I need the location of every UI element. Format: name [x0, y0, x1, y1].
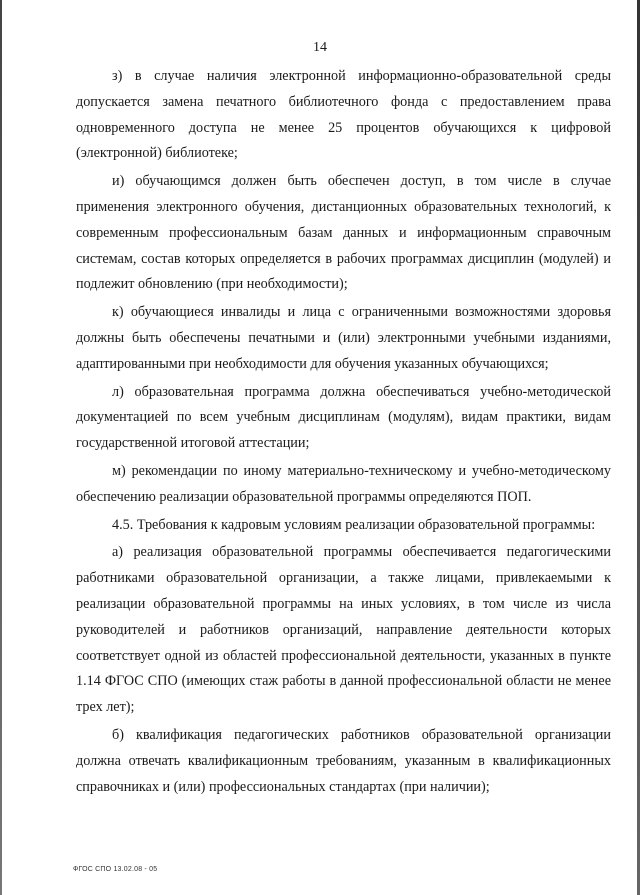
paragraph-k: к) обучающиеся инвалиды и лица с ограниченными возможностями здоровья должны быть обеспечены печатными и (или) электронными учебными изданиями, адаптированными при необходимости для обучения указанных обучающихся; [76, 304, 611, 372]
document-body [76, 64, 611, 800]
paragraph-m: м) рекомендации по иному материально-техническому и учебно-методическому обеспечению реализации образовательной программы определяются ПОП. [76, 462, 611, 505]
paragraph-b: б) квалификация педагогических работников образовательной организации должна отвечать квалификационным требованиям, указанным в квалификационных справочниках и (или) профессиональных стандартах (при наличии); [76, 726, 611, 795]
paragraph-i: и) обучающимся должен быть обеспечен доступ, в том числе в случае применения электронного обучения, дистанционных образовательных технологий, к современным профессиональным базам данных и информационным справочным системам, состав которых определяется в рабочих программах дисциплин (модулей) и подлежит обновлению (при необходимости); [76, 173, 611, 293]
page-number: 14 [313, 40, 327, 55]
paragraph-l: л) образовательная программа должна обеспечиваться учебно-методической документацией по всем учебным дисциплинам (модулям), видам практики, видам государственной итоговой аттестации; [76, 383, 611, 452]
paragraph-a: а) реализация образовательной программы обеспечивается педагогическими работниками образовательной организации, а также лицами, привлекаемыми к реализации образовательной программы на иных условиях, в том числе из числа руководителей и работников организаций, направление деятельности которых соответствует одной из областей профессиональной деятельности, указанных в пункте 1.14 ФГОС СПО (имеющих стаж работы в данной профессиональной области не менее трех лет); [76, 544, 611, 716]
paragraph-z: з) в случае наличия электронной информационно-образовательной среды допускается замена печатного библиотечного фонда с предоставлением права одновременного доступа не менее 25 процентов обучающихся к цифровой (электронной) библиотеке; [76, 68, 611, 162]
section-heading-4-5: 4.5. Требования к кадровым условиям реализации образовательной программы: [112, 516, 596, 533]
scan-edge-left [0, 0, 2, 895]
footer-standard-code: ФГОС СПО 13.02.08 - 05 [73, 866, 158, 873]
